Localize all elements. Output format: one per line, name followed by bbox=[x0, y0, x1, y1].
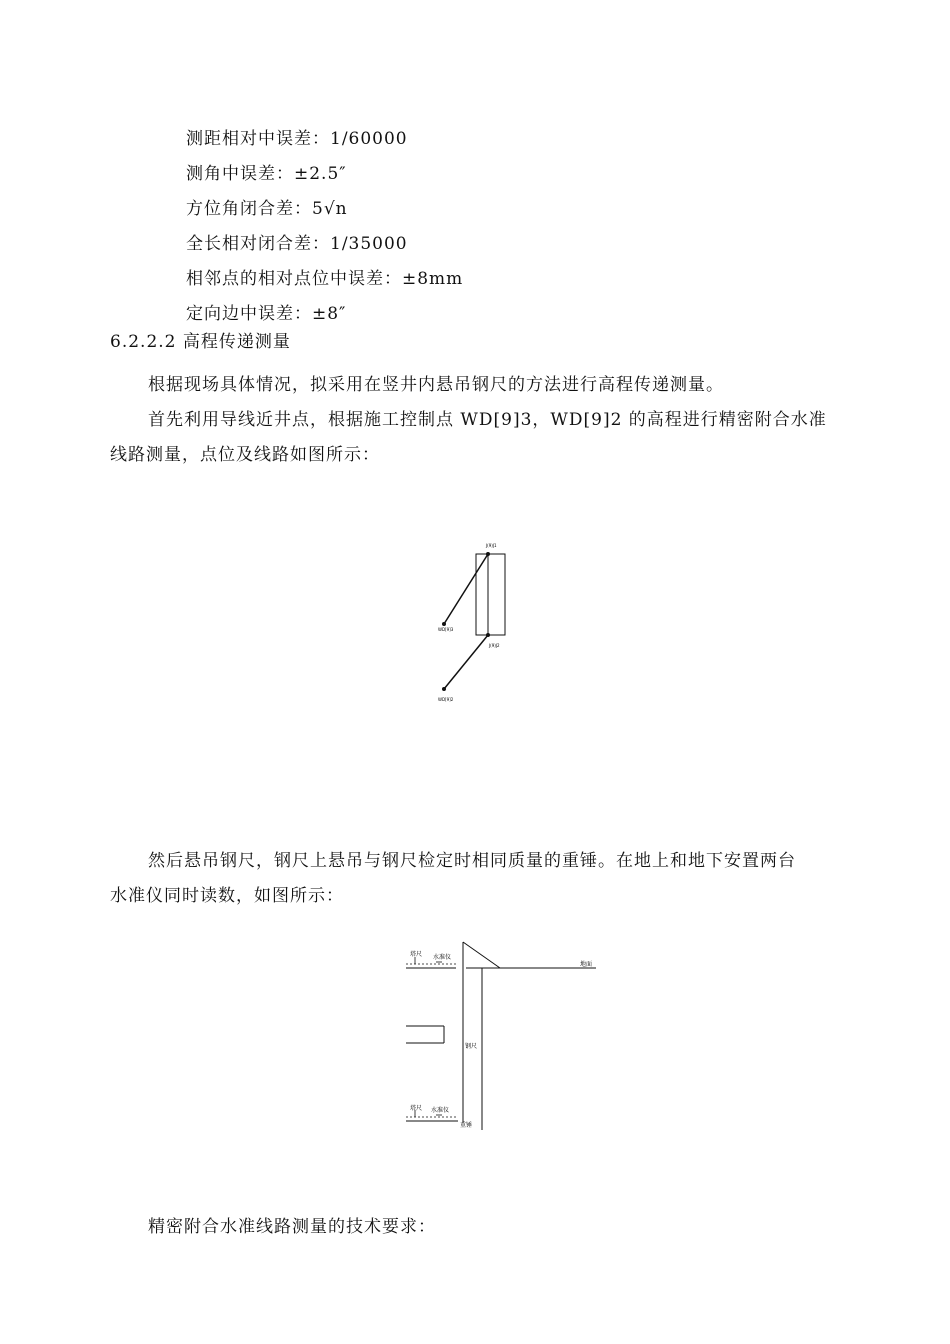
figure-leveling-route bbox=[420, 535, 530, 710]
spec-adjacent-point-error: 相邻点的相对点位中误差：±8mm bbox=[186, 269, 464, 289]
spec-angle-error: 测角中误差：±2.5″ bbox=[186, 164, 347, 184]
paragraph-method: 根据现场具体情况，拟采用在竖井内悬吊钢尺的方法进行高程传递测量。 bbox=[148, 375, 724, 395]
section-heading: 6.2.2.2 高程传递测量 bbox=[110, 332, 291, 352]
spec-orientation-edge-error: 定向边中误差：±8″ bbox=[186, 304, 347, 324]
label-ruler-bottom: 塔尺 bbox=[410, 1105, 423, 1112]
point-label-wd2: WD[9]2 bbox=[438, 697, 454, 702]
spec-ranging-error: 测距相对中误差：1/60000 bbox=[186, 129, 408, 149]
paragraph-steel-tape-line2: 水准仪同时读数，如图所示： bbox=[110, 886, 344, 906]
point-label-j1: J(9)J1 bbox=[486, 543, 497, 548]
paragraph-steel-tape-line1: 然后悬吊钢尺，钢尺上悬吊与钢尺检定时相同质量的重锤。在地上和地下安置两台 bbox=[148, 851, 796, 871]
paragraph-leveling-line2: 线路测量，点位及线路如图所示： bbox=[110, 445, 380, 465]
point-label-wd3: WD[9]3 bbox=[438, 627, 454, 632]
figure-steel-tape-transfer bbox=[400, 940, 605, 1135]
spec-azimuth-closure: 方位角闭合差：5√n bbox=[186, 199, 348, 219]
point-label-j2: J(9)J2 bbox=[489, 643, 500, 648]
paragraph-tech-requirements: 精密附合水准线路测量的技术要求： bbox=[148, 1217, 436, 1237]
label-steel-tape: 钢尺 bbox=[465, 1043, 478, 1050]
label-weight: 重锤 bbox=[460, 1122, 473, 1129]
label-level-bottom: 水准仪 bbox=[431, 1107, 450, 1114]
label-ground: 地面 bbox=[580, 961, 593, 968]
paragraph-leveling-line1: 首先利用导线近井点，根据施工控制点 WD[9]3，WD[9]2 的高程进行精密附合水准 bbox=[148, 410, 827, 430]
spec-total-length-closure: 全长相对闭合差：1/35000 bbox=[186, 234, 408, 254]
label-ruler-top: 塔尺 bbox=[410, 951, 423, 958]
label-level-top: 水准仪 bbox=[433, 954, 452, 961]
